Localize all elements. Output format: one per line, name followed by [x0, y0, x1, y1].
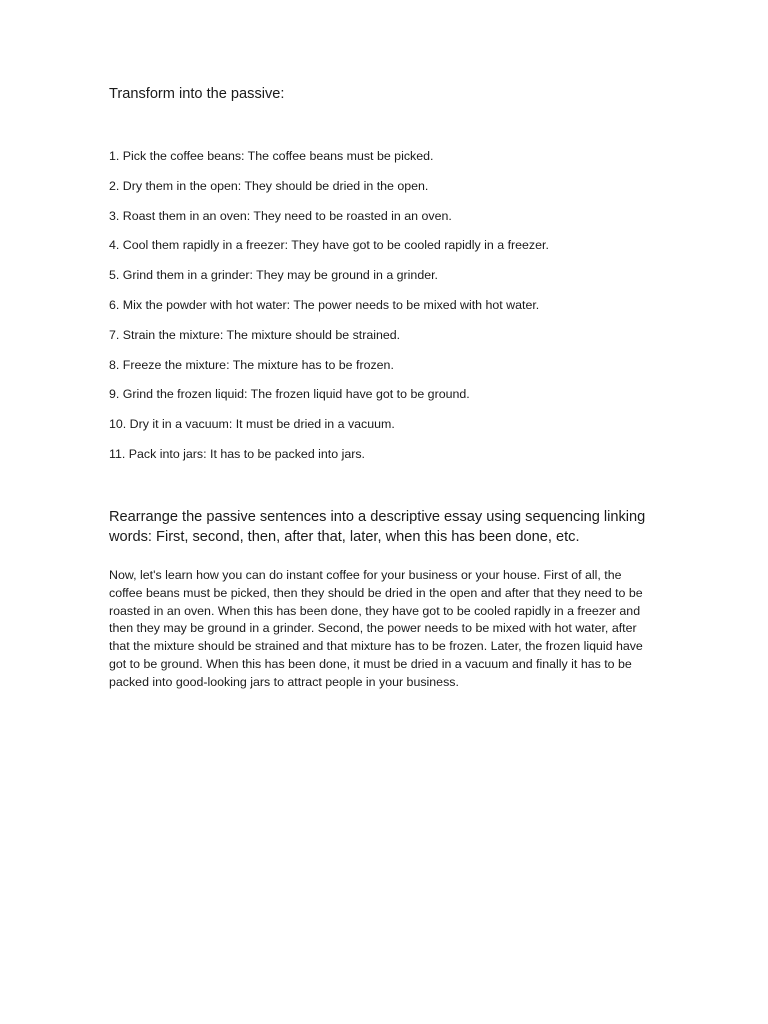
list-item: 4. Cool them rapidly in a freezer: They have got to be cooled rapidly in a freezer. — [109, 238, 549, 253]
list-item: 9. Grind the frozen liquid: The frozen liquid have got to be ground. — [109, 387, 470, 402]
exercise-list — [109, 148, 549, 476]
list-item: 3. Roast them in an oven: They need to be roasted in an oven. — [109, 208, 452, 223]
list-item: 11. Pack into jars: It has to be packed into jars. — [109, 446, 365, 461]
list-item: 1. Pick the coffee beans: The coffee beans must be picked. — [109, 149, 434, 163]
list-item: 5. Grind them in a grinder: They may be ground in a grinder. — [109, 268, 438, 283]
list-item: 7. Strain the mixture: The mixture should be strained. — [109, 327, 401, 342]
list-item: 2. Dry them in the open: They should be dried in the open. — [109, 178, 429, 193]
list-item: 10. Dry it in a vacuum: It must be dried in a vacuum. — [109, 417, 395, 432]
essay-paragraph: Now, let's learn how you can do instant coffee for your business or your house. First of all, the coffee beans must be picked, then they should be dried in the open and after that they need to be roasted in an oven. When this has been done, they have got to be cooled rapidly in a freezer and then they may be ground in a grinder. Second, the power needs to be mixed with hot water, after that the mixture should be strained and that mixture has to be frozen. Later, the frozen liquid have got to be ground. When this has been done, it must be dried in a vacuum and finally it has to be packed into good-looking jars to attract people in your business. — [109, 568, 643, 689]
list-item: 8. Freeze the mixture: The mixture has to be frozen. — [109, 357, 394, 372]
transform-heading: Transform into the passive: — [109, 86, 285, 102]
list-item: 6. Mix the powder with hot water: The power needs to be mixed with hot water. — [109, 297, 540, 312]
rearrange-heading: Rearrange the passive sentences into a descriptive essay using sequencing linking words: First, second, then, after that, later, when this has been done, etc. — [109, 509, 646, 545]
